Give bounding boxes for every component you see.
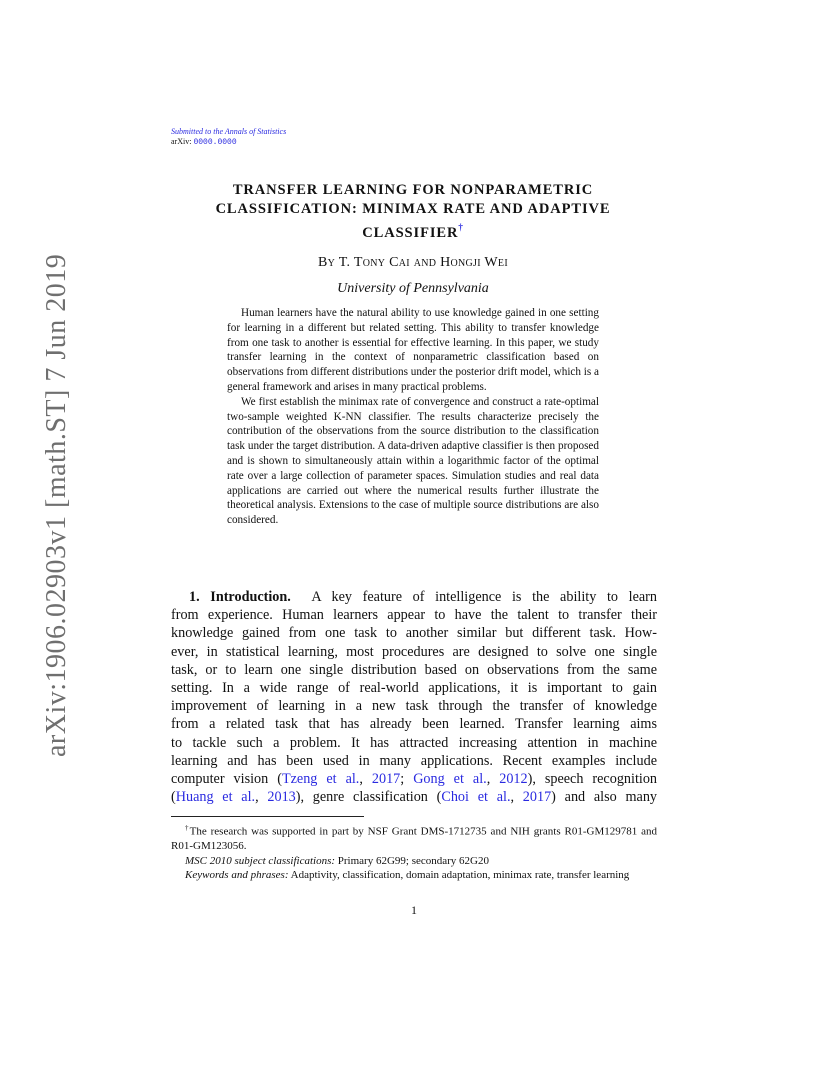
arxiv-line <box>171 137 286 148</box>
title-footnote-mark[interactable]: † <box>458 222 464 232</box>
cite-choi-link[interactable]: Choi et al. <box>441 789 511 806</box>
keywords-label: Keywords and phrases: <box>185 869 289 882</box>
cite-tzeng-link[interactable]: Tzeng et al. <box>281 771 360 788</box>
title-line-3 <box>171 219 655 243</box>
intro-line-1-text: A key feature of intelligence is the ability to learn <box>311 589 658 605</box>
intro-line-2: from experience. Human learners appear to have the talent to transfer their <box>171 607 657 624</box>
cite-tzeng-year-link[interactable]: 2017 <box>371 771 401 788</box>
footnote-grant <box>171 821 657 854</box>
intro-line-7: improvement of learning in a new task through the transfer of knowledge <box>171 698 657 715</box>
footnote-grant-text: The research was supported in part by NSF Grant DMS-1712735 and NIH grants R01-GM129781 and R01-GM123056. <box>171 825 658 853</box>
arxiv-prefix: arXiv: <box>171 137 192 146</box>
footnote-keywords <box>171 868 657 883</box>
journal-link[interactable]: Submitted to the Annals of Statistics <box>171 127 287 136</box>
title-line-1: TRANSFER LEARNING FOR NONPARAMETRIC <box>232 182 594 198</box>
cite-gong-year-link[interactable]: 2012 <box>499 771 528 788</box>
intro-line-5: task, or to learn one single distribution based on observations from the same <box>171 661 657 678</box>
msc-value: Primary 62G99; secondary 62G20 <box>337 854 489 867</box>
intro-line-12: (Huang et al., 2013), genre classification (Choi et al., 2017) and also many <box>171 789 658 806</box>
footnote-divider <box>171 816 364 817</box>
abstract <box>227 306 599 528</box>
footnotes <box>171 821 657 883</box>
intro-line-11-a: computer vision ( <box>171 771 282 788</box>
intro-line-10: learning and has been used in many applications. Recent examples include <box>171 752 657 769</box>
intro-line-6: setting. In a wide range of real-world applications, it is important to gain <box>171 680 657 697</box>
arxiv-id-link[interactable]: 0000.0000 <box>193 138 237 147</box>
intro-line-11: computer vision (Tzeng et al., 2017; Gong et al., 2012), speech recognition <box>171 771 658 788</box>
paper-title <box>171 181 655 243</box>
abstract-paragraph-1: Human learners have the natural ability to use knowledge gained in one setting for learning in a different but related setting. This ability to transfer knowledge from one task to another is essential for effective learning. In this paper, we study transfer learning in the context of nonparametric classification based on observations from different distributions under the posterior drift model, which is a general framework and arises in many practical problems. <box>227 307 600 393</box>
intro-line-4: ever, in statistical learning, most procedures are designed to solve one single <box>171 643 657 660</box>
section-heading: 1. Introduction. <box>189 589 291 605</box>
cite-huang-link[interactable]: Huang et al. <box>175 789 256 806</box>
intro-line-8: from a related task that has already been learned. Transfer learning aims <box>171 716 657 733</box>
cite-choi-year-link[interactable]: 2017 <box>522 789 552 806</box>
intro-line-3: knowledge gained from one task to another similar but different task. How- <box>171 625 657 642</box>
authors: By T. Tony Cai and Hongji Wei <box>318 255 508 270</box>
arxiv-side-stamp: arXiv:1906.02903v1 [math.ST] 7 Jun 2019 <box>41 253 72 757</box>
intro-line-12-a: ), genre classification ( <box>295 789 442 806</box>
page-number: 1 <box>411 903 417 917</box>
intro-line-11-b: ), speech recognition <box>527 771 658 788</box>
introduction-section <box>171 588 657 806</box>
abstract-paragraph-2: We first establish the minimax rate of convergence and construct a rate-optimal two-sample weighted K-NN classifier. The results characterize precisely the contribution of the observations from the source distribution to the classification task under the target distribution. A data-driven adaptive classifier is then proposed and is shown to simultaneously attain within a logarithmic factor of the optimal rate over a large collection of parameter spaces. Simulation studies and real data applications are carried out where the numerical results further illustrate the theoretical analysis. Extensions to the case of multiple source distributions are also considered. <box>227 395 599 527</box>
footnote-mark: † <box>185 824 190 832</box>
intro-line-12-b: ) and also many <box>551 789 658 806</box>
intro-line-9: to tackle such a problem. It has attracted increasing attention in machine <box>171 734 657 751</box>
footnote-msc <box>171 854 657 869</box>
keywords-value: Adaptivity, classification, domain adaptation, minimax rate, transfer learning <box>290 869 630 882</box>
intro-line-1 <box>171 588 657 606</box>
msc-label: MSC 2010 subject classifications: <box>185 854 336 867</box>
title-line-2: CLASSIFICATION: MINIMAX RATE AND ADAPTIVE <box>215 201 611 217</box>
cite-gong-link[interactable]: Gong et al. <box>413 771 487 788</box>
cite-huang-year-link[interactable]: 2013 <box>267 789 296 806</box>
journal-header <box>171 127 286 148</box>
affiliation: University of Pennsylvania <box>337 281 489 296</box>
title-line-3-text: CLASSIFIER <box>362 224 459 241</box>
